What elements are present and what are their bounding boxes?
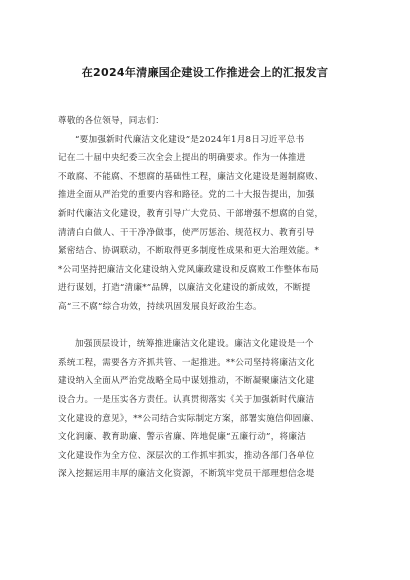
paragraph-line: 进行谋划，打造“清廉*”品牌，以廉洁文化建设的新成效，不断提 [58, 283, 311, 294]
paragraph-line: 文化建设作为全方位、深层次的工作抓牢抓实，推动各部门各单位 [58, 450, 315, 461]
paragraph-line: 文化建设的意见》，**公司结合实际制定方案，部署实施信仰固廉、 [58, 413, 320, 424]
salutation: 尊敬的各位领导，同志们： [58, 116, 165, 126]
paragraph-1 [58, 131, 358, 317]
document-title: 在2024年清廉国企建设工作推进会上的汇报发言 [81, 66, 329, 79]
paragraph-line: 加强顶层设计，统筹推进廉洁文化建设。廉洁文化建设是一个 [75, 339, 314, 350]
paragraph-line: 不敢腐、不能腐、不想腐的基础性工程，廉洁文化建设是遏制腐败、 [58, 171, 324, 182]
paragraph-line: 记在二十届中央纪委三次全会上提出的明确要求。作为一体推进 [58, 153, 306, 164]
paragraph-line: 高“三不腐”综合功效，持续巩固发展良好政治生态。 [58, 301, 262, 312]
document-body [58, 112, 358, 484]
paragraph-line: 新时代廉洁文化建设，教育引导广大党员、干部增强不想腐的自觉， [58, 208, 324, 219]
paragraph-line: 推进全面从严治党的重要内容和路径。党的二十大报告提出，加强 [58, 190, 315, 201]
paragraph-spacer [58, 317, 358, 336]
paragraph-line: 紧密结合、协调联动，不断取得更多制度性成果和更大治理效能。* [58, 246, 320, 257]
paragraph-line: “要加强新时代廉洁文化建设”是2024年1月8日习近平总书 [75, 134, 305, 145]
paragraph-line: 文化润廉、教育助廉、警示省廉、阵地促廉“五廉行动”，将廉洁 [58, 432, 307, 443]
paragraph-line: 深入挖掘运用丰厚的廉洁文化资源，不断筑牢党员干部理想信念堤 [58, 469, 315, 480]
paragraph-line: 设合力。一是压实各方责任。认真贯彻落实《关于加强新时代廉洁 [58, 394, 315, 405]
paragraph-2 [58, 335, 358, 484]
paragraph-line: 清清白白做人、干干净净做事，使严厉惩治、规范权力、教育引导 [58, 227, 315, 238]
paragraph-line: 系统工程，需要各方齐抓共管、一起推进。**公司坚持将廉洁文化 [58, 357, 315, 368]
paragraph-line: *公司坚持把廉洁文化建设纳入党风廉政建设和反腐败工作整体布局 [58, 264, 320, 275]
paragraph-line: 建设纳入全面从严治党战略全局中谋划推动，不断凝聚廉洁文化建 [58, 376, 315, 387]
